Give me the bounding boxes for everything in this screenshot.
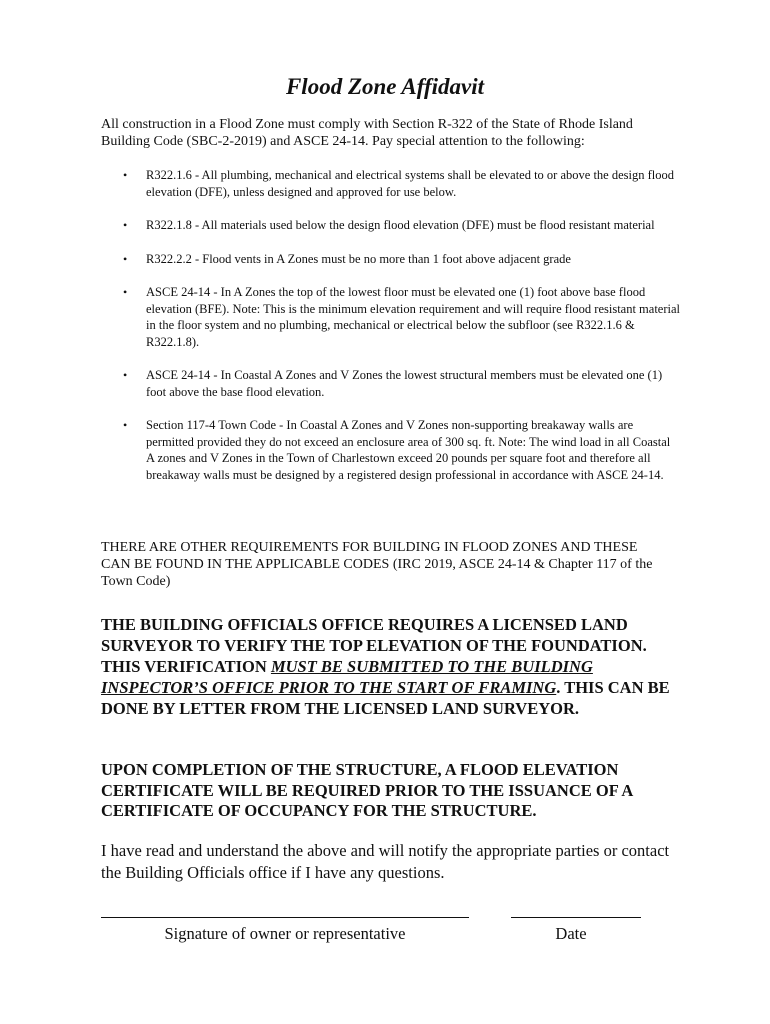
date-label: Date [555, 924, 587, 943]
requirement-text: ASCE 24-14 - In Coastal A Zones and V Zones the lowest structural members must be elevated one (1) foot above the base flood elevation. [146, 368, 663, 399]
acknowledgement-statement: I have read and understand the above and will notify the appropriate parties or contact the Building Officials office if I have any questions. [101, 841, 670, 882]
intro-paragraph: All construction in a Flood Zone must comply with Section R-322 of the State of Rhode Island Building Code (SBC-2-2019) and ASCE 24-14. Pay special attention to the following: [101, 117, 633, 149]
requirement-item [101, 251, 681, 268]
requirement-item [101, 284, 681, 350]
requirement-text: ASCE 24-14 - In A Zones the top of the lowest floor must be elevated one (1) foot above base flood elevation (BFE). Note: This is the minimum elevation requirement and will require flood resistant material in the floor system and no plumbing, mechanical or electrical below the subfloor (see R322.1.6 & R322.1.8). [146, 285, 681, 349]
bullet-icon: • [123, 168, 128, 182]
requirement-text: R322.1.6 - All plumbing, mechanical and electrical systems shall be elevated to or above the design flood elevation (DFE), unless designed and approved for use below. [146, 168, 674, 199]
date-line[interactable] [511, 917, 641, 918]
signature-label: Signature of owner or representative [164, 924, 406, 943]
bullet-icon: • [123, 418, 128, 432]
requirement-text: R322.1.8 - All materials used below the design flood elevation (DFE) must be flood resistant material [146, 218, 655, 232]
bullet-icon: • [123, 218, 128, 232]
elevation-certificate-notice: UPON COMPLETION OF THE STRUCTURE, A FLOOD ELEVATION CERTIFICATE WILL BE REQUIRED PRIOR TO THE ISSUANCE OF A CERTIFICATE OF OCCUPANCY FOR THE STRUCTURE. [101, 760, 633, 820]
surveyor-text-part2: . THIS CAN BE DONE BY LETTER FROM THE LICENSED LAND SURVEYOR. [101, 678, 670, 718]
bullet-icon: • [123, 251, 128, 266]
page-title: Flood Zone Affidavit [285, 74, 485, 99]
surveyor-deadline-emphasis: MUST BE SUBMITTED TO THE BUILDING INSPECTOR’S OFFICE PRIOR TO THE START OF FRAMING [101, 657, 593, 697]
bullet-icon: • [123, 285, 128, 299]
requirement-item [101, 367, 681, 400]
surveyor-verification-notice [101, 614, 681, 719]
requirement-text: Section 117-4 Town Code - In Coastal A Zones and V Zones non-supporting breakaway walls are permitted provided they do not exceed an enclosure area of 300 sq. ft. Note: The wind load in all Coastal A zones and V Zones in the Town of Charlestown exceed 20 pounds per square foot and therefore all breakaway walls must be designed by a registered design professional in accordance with ASCE 24-14. [146, 418, 671, 482]
requirement-text: R322.2.2 - Flood vents in A Zones must be no more than 1 foot above adjacent grade [146, 251, 571, 266]
requirement-item [101, 417, 681, 483]
surveyor-text-part1: THE BUILDING OFFICIALS OFFICE REQUIRES A LICENSED LAND SURVEYOR TO VERIFY THE TOP ELEVATION OF THE FOUNDATION. THIS VERIFICATION [101, 615, 647, 676]
other-requirements-notice: THERE ARE OTHER REQUIREMENTS FOR BUILDING IN FLOOD ZONES AND THESE CAN BE FOUND IN THE APPLICABLE CODES (IRC 2019, ASCE 24-14 & Chapter 117 of the Town Code) [101, 540, 653, 589]
signature-line[interactable] [101, 917, 469, 918]
bullet-icon: • [123, 368, 128, 382]
requirements-list [101, 167, 681, 500]
requirement-item [101, 167, 681, 200]
requirement-item [101, 217, 681, 234]
